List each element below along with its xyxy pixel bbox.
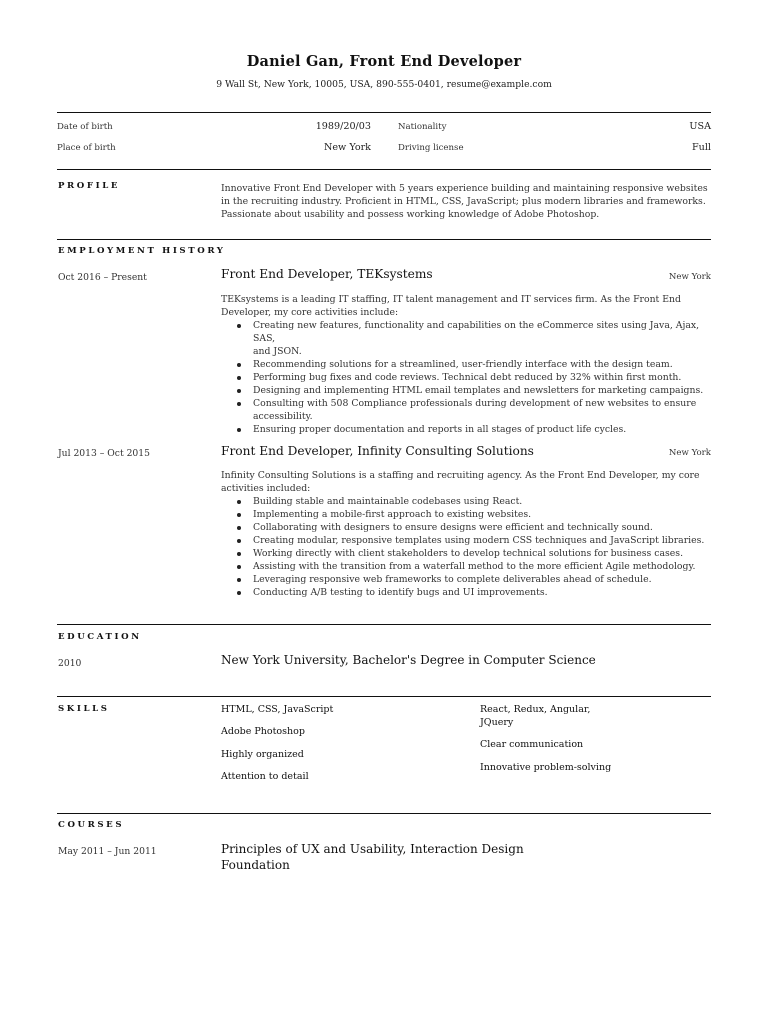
education-heading: EDUCATION bbox=[58, 632, 142, 642]
course-dates: May 2011 – Jun 2011 bbox=[58, 846, 157, 857]
list-item: Implementing a mobile-first approach to existing websites. bbox=[221, 508, 721, 521]
job-description bbox=[221, 469, 721, 599]
list-item: Consulting with 508 Compliance professionals during development of new websites to ensure accessibility. bbox=[221, 397, 721, 423]
job-intro-line: Developer, my core activities include: bbox=[221, 307, 399, 318]
job-title: Front End Developer, TEKsystems bbox=[221, 267, 433, 281]
place-of-birth-label: Place of birth bbox=[57, 143, 116, 153]
education-dates: 2010 bbox=[58, 658, 82, 669]
job-title: Front End Developer, Infinity Consulting Solutions bbox=[221, 444, 534, 458]
skill-item: Adobe Photoshop bbox=[221, 726, 305, 737]
list-item: Assisting with the transition from a waterfall method to the more efficient Agile methodology. bbox=[221, 560, 721, 573]
job-intro-line: activities included: bbox=[221, 483, 311, 494]
profile-line: Innovative Front End Developer with 5 years experience building and maintaining responsive websites bbox=[221, 183, 708, 194]
job-bullet-list bbox=[221, 495, 721, 599]
nationality-label: Nationality bbox=[398, 122, 447, 132]
list-item: Creating modular, responsive templates using modern CSS techniques and JavaScript libraries. bbox=[221, 534, 721, 547]
skills-heading: SKILLS bbox=[58, 704, 110, 714]
date-of-birth-label: Date of birth bbox=[57, 122, 113, 132]
candidate-name: Daniel Gan, Front End Developer bbox=[246, 53, 522, 70]
list-item: Conducting A/B testing to identify bugs and UI improvements. bbox=[221, 586, 721, 599]
list-item: Recommending solutions for a streamlined, user-friendly interface with the design team. bbox=[221, 358, 721, 371]
profile-heading: PROFILE bbox=[58, 181, 121, 191]
list-item: Designing and implementing HTML email templates and newsletters for marketing campaigns. bbox=[221, 384, 721, 397]
list-item: Ensuring proper documentation and reports in all stages of product life cycles. bbox=[221, 423, 721, 436]
job-location: New York bbox=[668, 448, 711, 458]
job-dates: Oct 2016 – Present bbox=[58, 272, 147, 283]
profile-line: in the recruiting industry. Proficient in HTML, CSS, JavaScript; plus modern libraries and frameworks. bbox=[221, 196, 706, 207]
profile-text bbox=[221, 182, 721, 221]
education-divider bbox=[57, 696, 711, 697]
skill-item: HTML, CSS, JavaScript bbox=[221, 704, 334, 715]
job-location: New York bbox=[668, 272, 711, 282]
skill-item: Clear communication bbox=[480, 739, 584, 750]
education-title: New York University, Bachelor's Degree in Computer Science bbox=[221, 653, 596, 667]
details-divider bbox=[57, 169, 711, 170]
skills-divider bbox=[57, 813, 711, 814]
job-dates: Jul 2013 – Oct 2015 bbox=[58, 448, 150, 459]
list-item: Collaborating with designers to ensure designs were efficient and technically sound. bbox=[221, 521, 721, 534]
list-item: Performing bug fixes and code reviews. Technical debt reduced by 32% within first month. bbox=[221, 371, 721, 384]
date-of-birth-value: 1989/20/03 bbox=[315, 121, 371, 132]
job-intro-line: Infinity Consulting Solutions is a staffing and recruiting agency. As the Front End Developer, my core bbox=[221, 470, 700, 481]
nationality-value: USA bbox=[689, 121, 711, 132]
place-of-birth-value: New York bbox=[323, 142, 371, 153]
skill-item: Attention to detail bbox=[221, 771, 309, 782]
job-intro-line: TEKsystems is a leading IT staffing, IT talent management and IT services firm. As the Front End bbox=[221, 294, 681, 305]
list-item: Leveraging responsive web frameworks to complete deliverables ahead of schedule. bbox=[221, 573, 721, 586]
course-title: Principles of UX and Usability, Interaction Design Foundation bbox=[221, 842, 524, 872]
skill-item: Highly organized bbox=[221, 749, 304, 760]
job-bullet-list bbox=[221, 319, 721, 436]
driving-license-value: Full bbox=[692, 142, 711, 153]
driving-license-label: Driving license bbox=[398, 143, 464, 153]
courses-heading: COURSES bbox=[58, 820, 125, 830]
job-description bbox=[221, 293, 721, 436]
employment-divider bbox=[57, 624, 711, 625]
contact-line: 9 Wall St, New York, 10005, USA, 890-555-0401, resume@example.com bbox=[216, 79, 552, 90]
header-divider bbox=[57, 112, 711, 113]
profile-line: Passionate about usability and possess working knowledge of Adobe Photoshop. bbox=[221, 209, 600, 220]
skill-item: React, Redux, Angular, JQuery bbox=[480, 704, 591, 728]
profile-divider bbox=[57, 239, 711, 240]
list-item: Creating new features, functionality and capabilities on the eCommerce sites using Java, Ajax, SAS, and JSON. bbox=[221, 319, 721, 358]
list-item: Working directly with client stakeholders to develop technical solutions for business cases. bbox=[221, 547, 721, 560]
list-item: Building stable and maintainable codebases using React. bbox=[221, 495, 721, 508]
employment-heading: EMPLOYMENT HISTORY bbox=[58, 246, 226, 256]
skill-item: Innovative problem-solving bbox=[480, 762, 612, 773]
